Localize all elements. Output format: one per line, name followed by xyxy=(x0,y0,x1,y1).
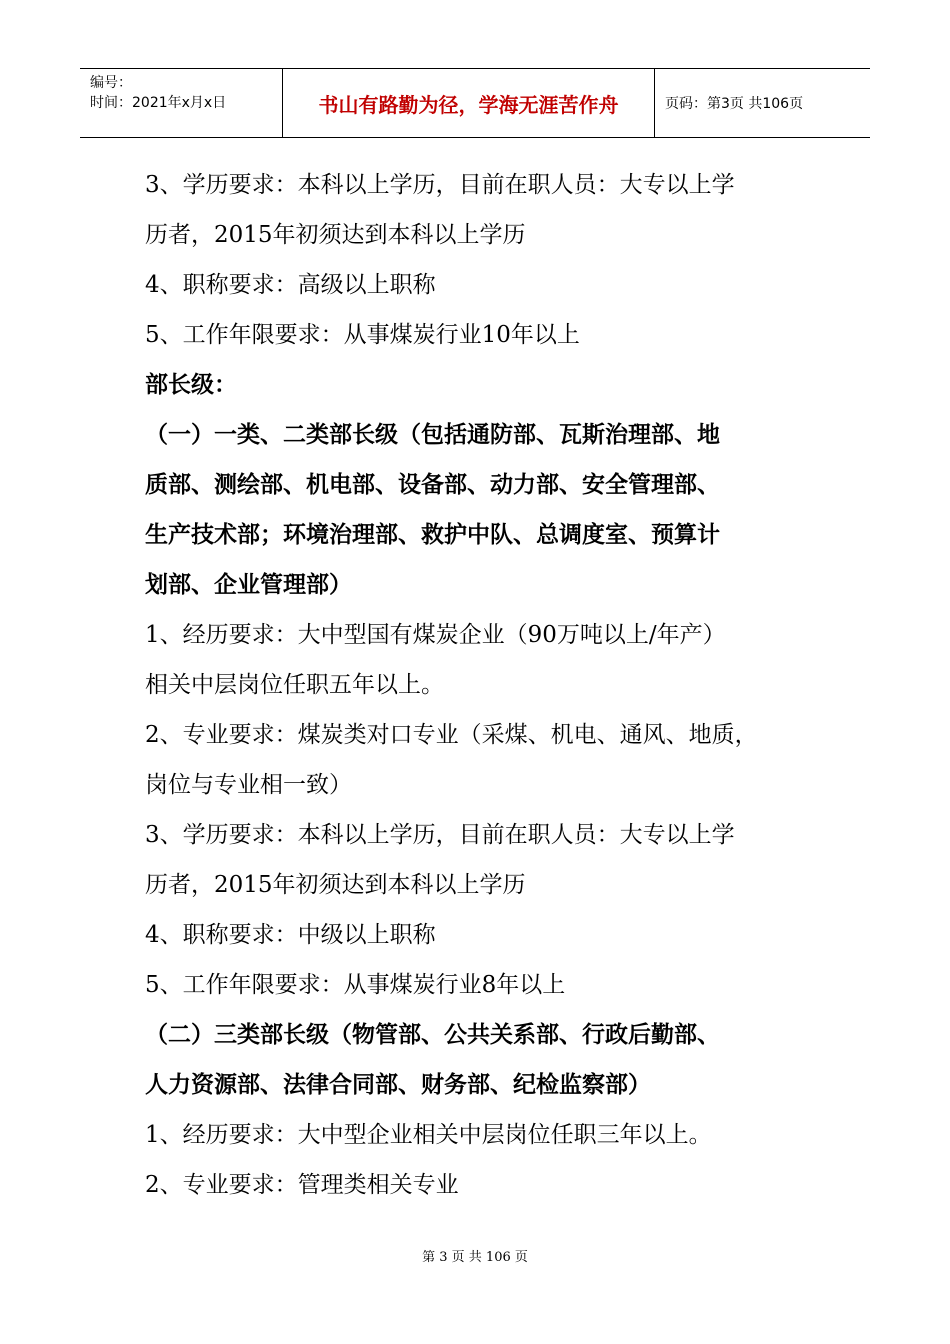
heading-line: （二）三类部长级（物管部、公共关系部、行政后勤部、 xyxy=(145,1022,720,1048)
text-line: 1、经历要求：大中型国有煤炭企业（90万吨以上/年产） xyxy=(145,622,726,648)
page-footer xyxy=(0,1246,950,1265)
header-motto-cell xyxy=(283,69,655,137)
text-line: 4、职称要求：中级以上职称 xyxy=(145,922,436,948)
text-line: 1、经历要求：大中型企业相关中层岗位任职三年以上。 xyxy=(145,1122,712,1148)
text-line: 2、专业要求：管理类相关专业 xyxy=(145,1172,459,1198)
heading-line: 生产技术部；环境治理部、救护中队、总调度室、预算计 xyxy=(145,522,720,548)
heading-line: 人力资源部、法律合同部、财务部、纪检监察部） xyxy=(145,1072,651,1098)
text-line: 5、工作年限要求：从事煤炭行业10年以上 xyxy=(145,322,580,348)
motto-text: 书山有路勤为径，学海无涯苦作舟 xyxy=(318,92,619,117)
text-line: 3、学历要求：本科以上学历，目前在职人员：大专以上学 xyxy=(145,822,735,848)
text-line: 相关中层岗位任职五年以上。 xyxy=(145,672,444,698)
text-line: 历者，2015年初须达到本科以上学历 xyxy=(145,872,526,898)
heading-line: 划部、企业管理部） xyxy=(145,572,352,598)
footer-page-number: 第 3 页 共 106 页 xyxy=(422,1250,528,1265)
text-line: 历者，2015年初须达到本科以上学历 xyxy=(145,222,526,248)
page-header xyxy=(80,68,870,138)
text-line: 5、工作年限要求：从事煤炭行业8年以上 xyxy=(145,972,566,998)
page-info-text: 页码：第3页 共106页 xyxy=(665,96,804,112)
number-label: 编号： xyxy=(90,75,132,91)
header-page-info xyxy=(655,69,870,137)
header-meta xyxy=(80,69,283,137)
date-label: 时间：2021年x月x日 xyxy=(90,95,227,111)
text-line: 4、职称要求：高级以上职称 xyxy=(145,272,436,298)
heading-line: 质部、测绘部、机电部、设备部、动力部、安全管理部、 xyxy=(145,472,720,498)
text-line: 2、专业要求：煤炭类对口专业（采煤、机电、通风、地质， xyxy=(145,722,758,748)
document-body xyxy=(145,160,835,1210)
text-line: 岗位与专业相一致） xyxy=(145,772,352,798)
heading-line: （一）一类、二类部长级（包括通防部、瓦斯治理部、地 xyxy=(145,422,720,448)
text-line: 3、学历要求：本科以上学历，目前在职人员：大专以上学 xyxy=(145,172,735,198)
heading-line: 部长级： xyxy=(145,372,237,398)
